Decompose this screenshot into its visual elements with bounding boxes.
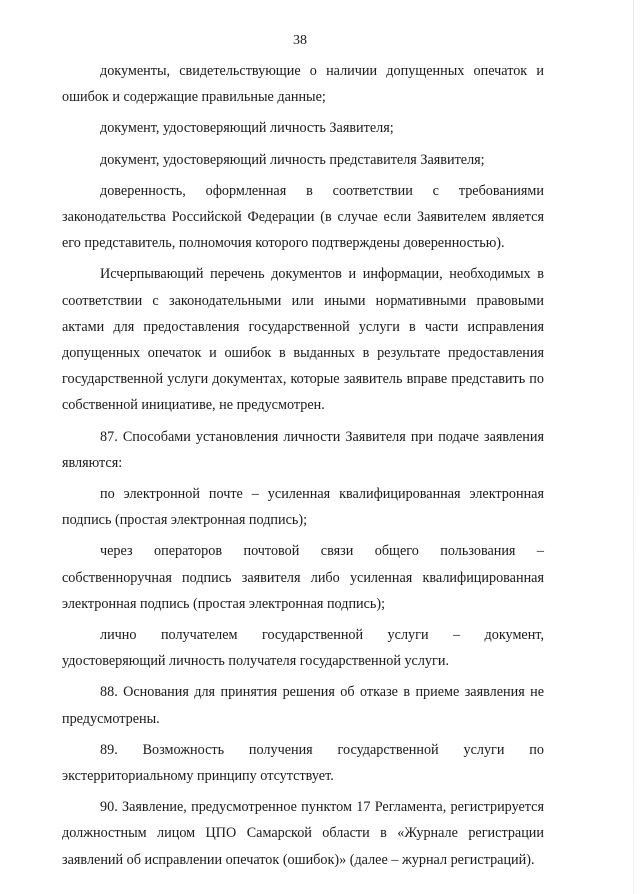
paragraph-exhaustive-list: Исчерпывающий перечень документов и информации, необходимых в соответствии с законодательными или иными нормативными правовыми актами для предоставления государственной услуги в части исправления допущенных опечаток и ошибок в выданных в результате предоставления государственной услуги документах, которые заявитель вправе представить по собственной инициативе, не предусмотрен.	[62, 266, 544, 414]
paragraph-90: 90. Заявление, предусмотренное пунктом 17 Регламента, регистрируется должностным лицом ЦПО Самарской области в «Журнале регистрации заявлений об исправлении опечаток (ошибок)» (далее – журнал регистраций).	[62, 799, 544, 868]
scan-edge-line	[633, 0, 634, 894]
paragraph-88: 88. Основания для принятия решения об отказе в приеме заявления не предусмотрены.	[62, 684, 544, 727]
paragraph-89: 89. Возможность получения государственной услуги по экстерриториальному принципу отсутствует.	[62, 741, 544, 785]
paragraph-in-person: лично получателем государственной услуги – документ, удостоверяющий личность получателя государственной услуги.	[62, 627, 544, 670]
paragraph-email: по электронной почте – усиленная квалифицированная электронная подпись (простая электронная подпись);	[62, 486, 544, 529]
paragraph-applicant-id: документ, удостоверяющий личность Заявителя;	[100, 120, 394, 137]
paragraph-postal: через операторов почтовой связи общего пользования – собственноручная подпись заявителя либо усиленная квалифицированная электронная подпись (простая электронная подпись);	[62, 543, 544, 612]
paragraph-power-of-attorney: доверенность, оформленная в соответствии с требованиями законодательства Российской Федерации (в случае если Заявителем является его представитель, полномочия которого подтверждены доверенностью).	[62, 182, 544, 252]
document-body	[62, 58, 544, 873]
paragraph-representative-id: документ, удостоверяющий личность представителя Заявителя;	[100, 151, 485, 168]
paragraph-documents-errors: документы, свидетельствующие о наличии допущенных опечаток и ошибок и содержащие правильные данные;	[62, 63, 544, 106]
page-number: 38	[293, 33, 307, 48]
paragraph-87: 87. Способами установления личности Заявителя при подаче заявления являются:	[62, 428, 544, 471]
